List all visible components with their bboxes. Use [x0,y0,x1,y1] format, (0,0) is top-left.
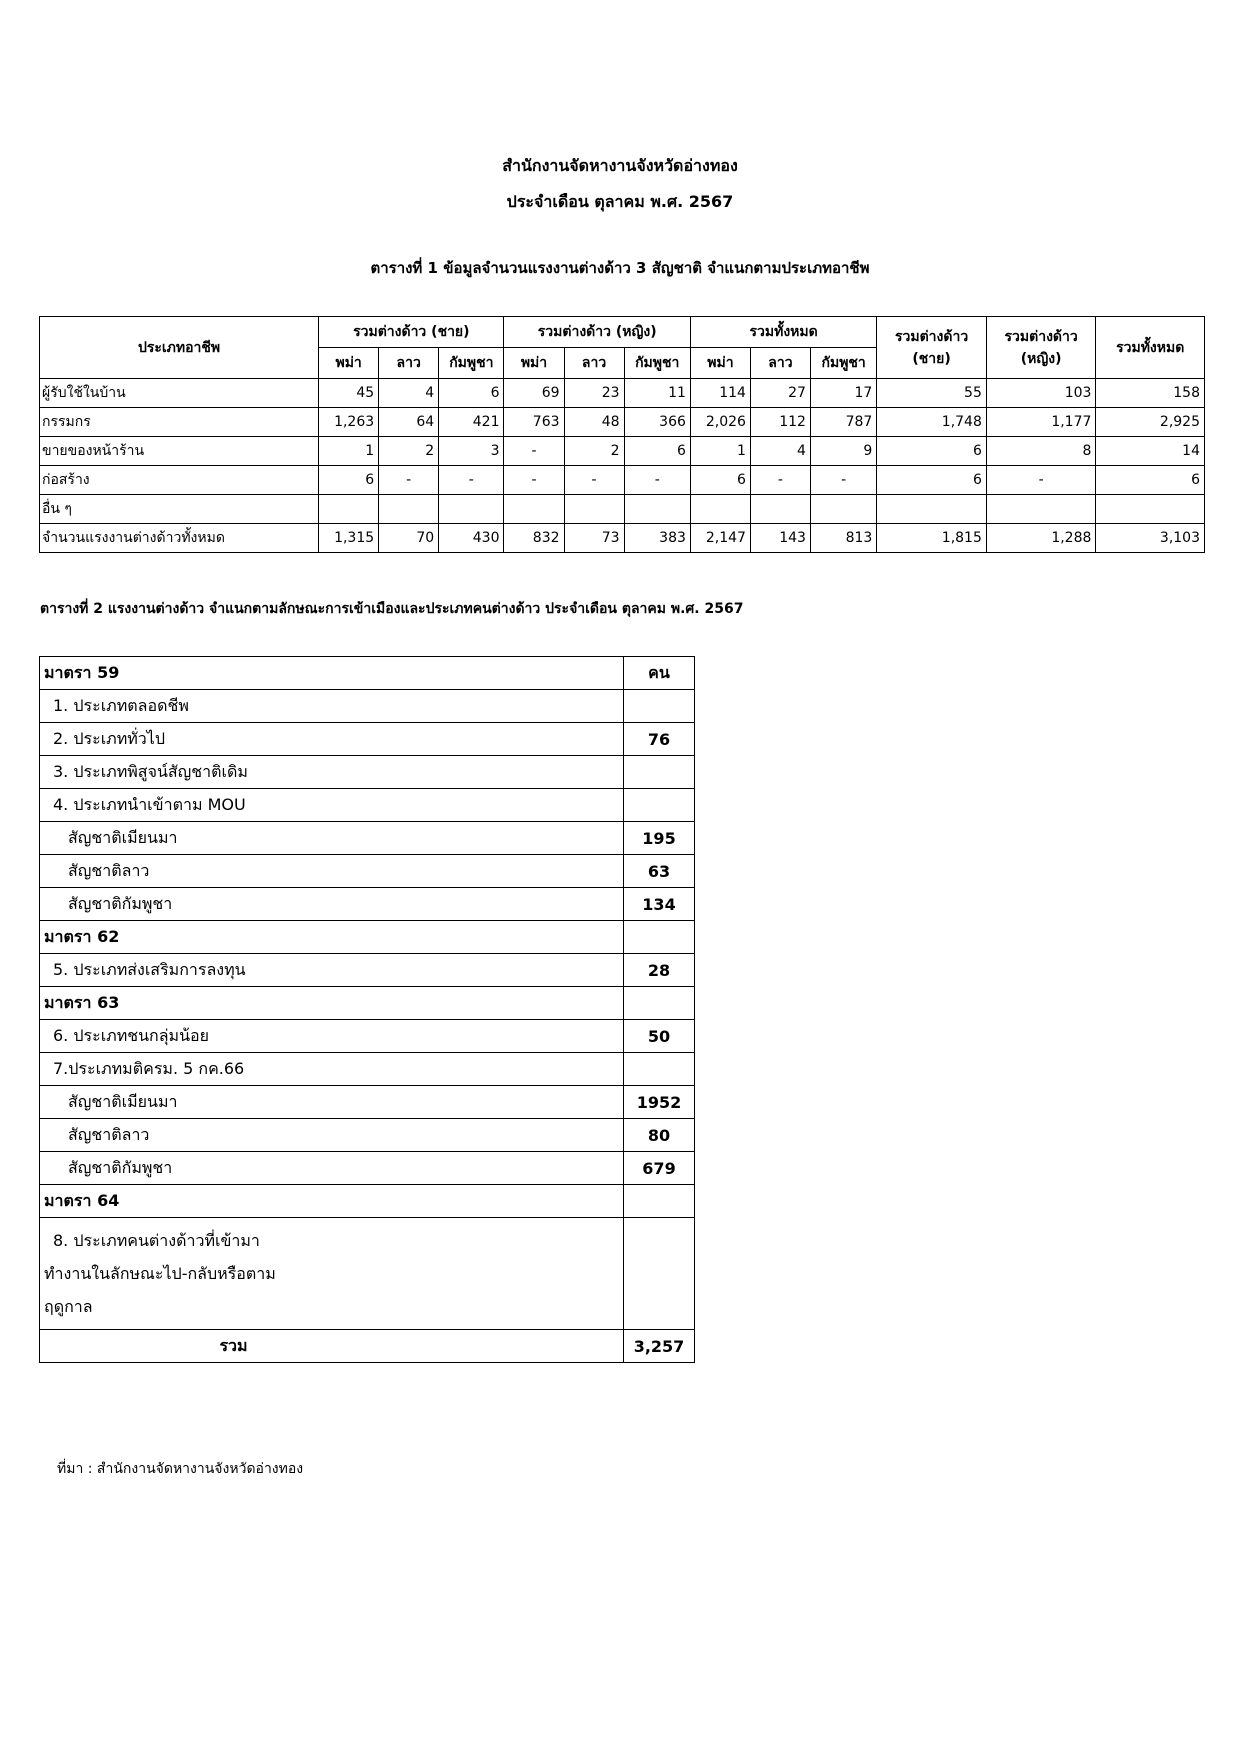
table-cell: 6 [1096,466,1205,495]
row-label: อื่น ๆ [40,495,319,524]
table-cell: 70 [379,524,439,553]
list-item [40,822,695,855]
list-item [40,1218,695,1330]
table-cell: 9 [810,437,876,466]
table-cell: 787 [810,408,876,437]
sub-col: ลาว [564,348,624,379]
table-cell [319,495,379,524]
item-value [624,756,695,789]
table-cell: 6 [690,466,750,495]
table-cell: 2 [564,437,624,466]
table-row [40,466,1205,495]
table-cell: 1 [690,437,750,466]
table-cell: - [810,466,876,495]
item-value: 28 [624,954,695,987]
item-label: 3. ประเภทพิสูจน์สัญชาติเดิม [40,756,624,789]
table-cell: 6 [439,379,504,408]
table-cell: 27 [750,379,810,408]
table-cell: - [564,466,624,495]
entry-type-table [39,656,695,1363]
table-cell [1096,495,1205,524]
item-label: 6. ประเภทชนกลุ่มน้อย [40,1020,624,1053]
table-cell: 4 [750,437,810,466]
item-value: 134 [624,888,695,921]
item-label-line: ทำงานในลักษณะไป-กลับหรือตาม [44,1264,276,1283]
item-label: 2. ประเภททั่วไป [40,723,624,756]
total-value: 3,257 [624,1330,695,1363]
table-cell: 6 [877,466,987,495]
list-item [40,921,695,954]
item-value: 1952 [624,1086,695,1119]
table1-header-row [40,317,1205,348]
table-row [40,495,1205,524]
page-subtitle: ประจำเดือน ตุลาคม พ.ศ. 2567 [506,192,734,211]
table-cell: 1,263 [319,408,379,437]
table-cell: 112 [750,408,810,437]
table-cell: 421 [439,408,504,437]
source-note: ที่มา : สำนักงานจัดหางานจังหวัดอ่างทอง [57,1461,304,1477]
item-value [624,690,695,723]
table-cell [810,495,876,524]
list-item [40,1086,695,1119]
item-label: สัญชาติกัมพูชา [40,1152,624,1185]
table-cell: 64 [379,408,439,437]
row-label: ผู้รับใช้ในบ้าน [40,379,319,408]
item-value [624,1185,695,1218]
table-cell [750,495,810,524]
item-label: 5. ประเภทส่งเสริมการลงทุน [40,954,624,987]
table-cell [986,495,1096,524]
table-cell: 1,748 [877,408,987,437]
table-cell: 114 [690,379,750,408]
list-item [40,987,695,1020]
col-group-total: รวมทั้งหมด [690,317,876,348]
col-group-female: รวมต่างด้าว (หญิง) [504,317,690,348]
table-cell: - [624,466,690,495]
col-grand-total: รวมทั้งหมด [1096,317,1205,379]
col-group-male: รวมต่างด้าว (ชาย) [319,317,504,348]
table-cell: 11 [624,379,690,408]
item-label: สัญชาติลาว [40,1119,624,1152]
table-cell: 1,315 [319,524,379,553]
table-cell: 366 [624,408,690,437]
table-cell: - [504,437,564,466]
table-cell: - [986,466,1096,495]
table-cell: 48 [564,408,624,437]
list-item [40,657,695,690]
sub-col: ลาว [379,348,439,379]
table-cell: - [504,466,564,495]
table-row [40,437,1205,466]
sub-col: พม่า [504,348,564,379]
table-cell [439,495,504,524]
item-label: สัญชาติลาว [40,855,624,888]
table-cell: 6 [624,437,690,466]
list-item [40,1119,695,1152]
table2-caption: ตารางที่ 2 แรงงานต่างด้าว จำแนกตามลักษณะการเข้าเมืองและประเภทคนต่างด้าว ประจำเดือน ตุลาคม พ.ศ. 2567 [40,601,744,617]
table-cell [877,495,987,524]
item-label-line: ฤดูกาล [44,1297,93,1316]
table-cell: 383 [624,524,690,553]
table-cell: 763 [504,408,564,437]
row-label: ก่อสร้าง [40,466,319,495]
row-label: จำนวนแรงงานต่างด้าวทั้งหมด [40,524,319,553]
table-cell [690,495,750,524]
table-cell: 103 [986,379,1096,408]
item-label: สัญชาติเมียนมา [40,822,624,855]
occupation-table [39,316,1205,553]
table-cell: 2,026 [690,408,750,437]
table-cell: 45 [319,379,379,408]
item-label: มาตรา 62 [40,921,624,954]
table-cell: 2 [379,437,439,466]
sub-col: กัมพูชา [624,348,690,379]
table-cell: 3,103 [1096,524,1205,553]
item-value: 63 [624,855,695,888]
table-cell: 17 [810,379,876,408]
table-cell: 23 [564,379,624,408]
table-cell: 813 [810,524,876,553]
sub-col: กัมพูชา [439,348,504,379]
table-cell: - [439,466,504,495]
col-sum-female [986,317,1096,379]
table-cell: 6 [319,466,379,495]
sub-col: ลาว [750,348,810,379]
list-item [40,690,695,723]
col-sum-male-line1: รวมต่างด้าว [894,328,969,345]
table-cell: 14 [1096,437,1205,466]
table-cell: 1,177 [986,408,1096,437]
total-row [40,1330,695,1363]
item-label: 1. ประเภทตลอดชีพ [40,690,624,723]
item-label: 4. ประเภทนำเข้าตาม MOU [40,789,624,822]
sub-col: พม่า [319,348,379,379]
sub-col: กัมพูชา [810,348,876,379]
list-item [40,1020,695,1053]
row-label: ขายของหน้าร้าน [40,437,319,466]
item-value [624,1218,695,1330]
item-value: 80 [624,1119,695,1152]
table1-caption: ตารางที่ 1 ข้อมูลจำนวนแรงงานต่างด้าว 3 สัญชาติ จำแนกตามประเภทอาชีพ [370,259,870,277]
table-cell: 4 [379,379,439,408]
col-sum-male-line2: (ชาย) [912,350,951,367]
table-cell: 1 [319,437,379,466]
table-cell: 158 [1096,379,1205,408]
item-value: 195 [624,822,695,855]
item-value: 679 [624,1152,695,1185]
list-item [40,954,695,987]
col-sum-male [877,317,987,379]
table-cell: 430 [439,524,504,553]
table-cell: 1,288 [986,524,1096,553]
list-item [40,1185,695,1218]
item-label: 7.ประเภทมติครม. 5 กค.66 [40,1053,624,1086]
col-occupation: ประเภทอาชีพ [40,317,319,379]
table-cell: 69 [504,379,564,408]
table-cell: 2,147 [690,524,750,553]
table-cell: 143 [750,524,810,553]
table-cell [564,495,624,524]
table-cell: 73 [564,524,624,553]
item-label: มาตรา 64 [40,1185,624,1218]
list-item [40,723,695,756]
table-cell: 3 [439,437,504,466]
item-label: สัญชาติเมียนมา [40,1086,624,1119]
row-label: กรรมกร [40,408,319,437]
item-value [624,1053,695,1086]
item-label: มาตรา 63 [40,987,624,1020]
list-item [40,1152,695,1185]
total-label: รวม [40,1330,624,1363]
table-cell: 8 [986,437,1096,466]
table-cell: - [750,466,810,495]
table-row [40,524,1205,553]
page-title: สำนักงานจัดหางานจังหวัดอ่างทอง [502,156,738,175]
table-row [40,379,1205,408]
table-cell: 6 [877,437,987,466]
sub-col: พม่า [690,348,750,379]
table-row [40,408,1205,437]
col-sum-female-line2: (หญิง) [1020,350,1062,367]
item-value [624,921,695,954]
item-label [40,1218,624,1330]
item-value [624,987,695,1020]
table-cell: 55 [877,379,987,408]
list-item [40,855,695,888]
item-label: มาตรา 59 [40,657,624,690]
list-item [40,1053,695,1086]
item-label: สัญชาติกัมพูชา [40,888,624,921]
table-cell [379,495,439,524]
table-cell: 1,815 [877,524,987,553]
table-cell: - [379,466,439,495]
item-value: 76 [624,723,695,756]
item-value: คน [624,657,695,690]
item-value [624,789,695,822]
list-item [40,756,695,789]
table-cell [504,495,564,524]
table-cell: 2,925 [1096,408,1205,437]
list-item [40,888,695,921]
item-value: 50 [624,1020,695,1053]
list-item [40,789,695,822]
table-cell: 832 [504,524,564,553]
col-sum-female-line1: รวมต่างด้าว [1004,328,1078,345]
table-cell [624,495,690,524]
item-label-line: 8. ประเภทคนต่างด้าวที่เข้ามา [53,1231,260,1250]
